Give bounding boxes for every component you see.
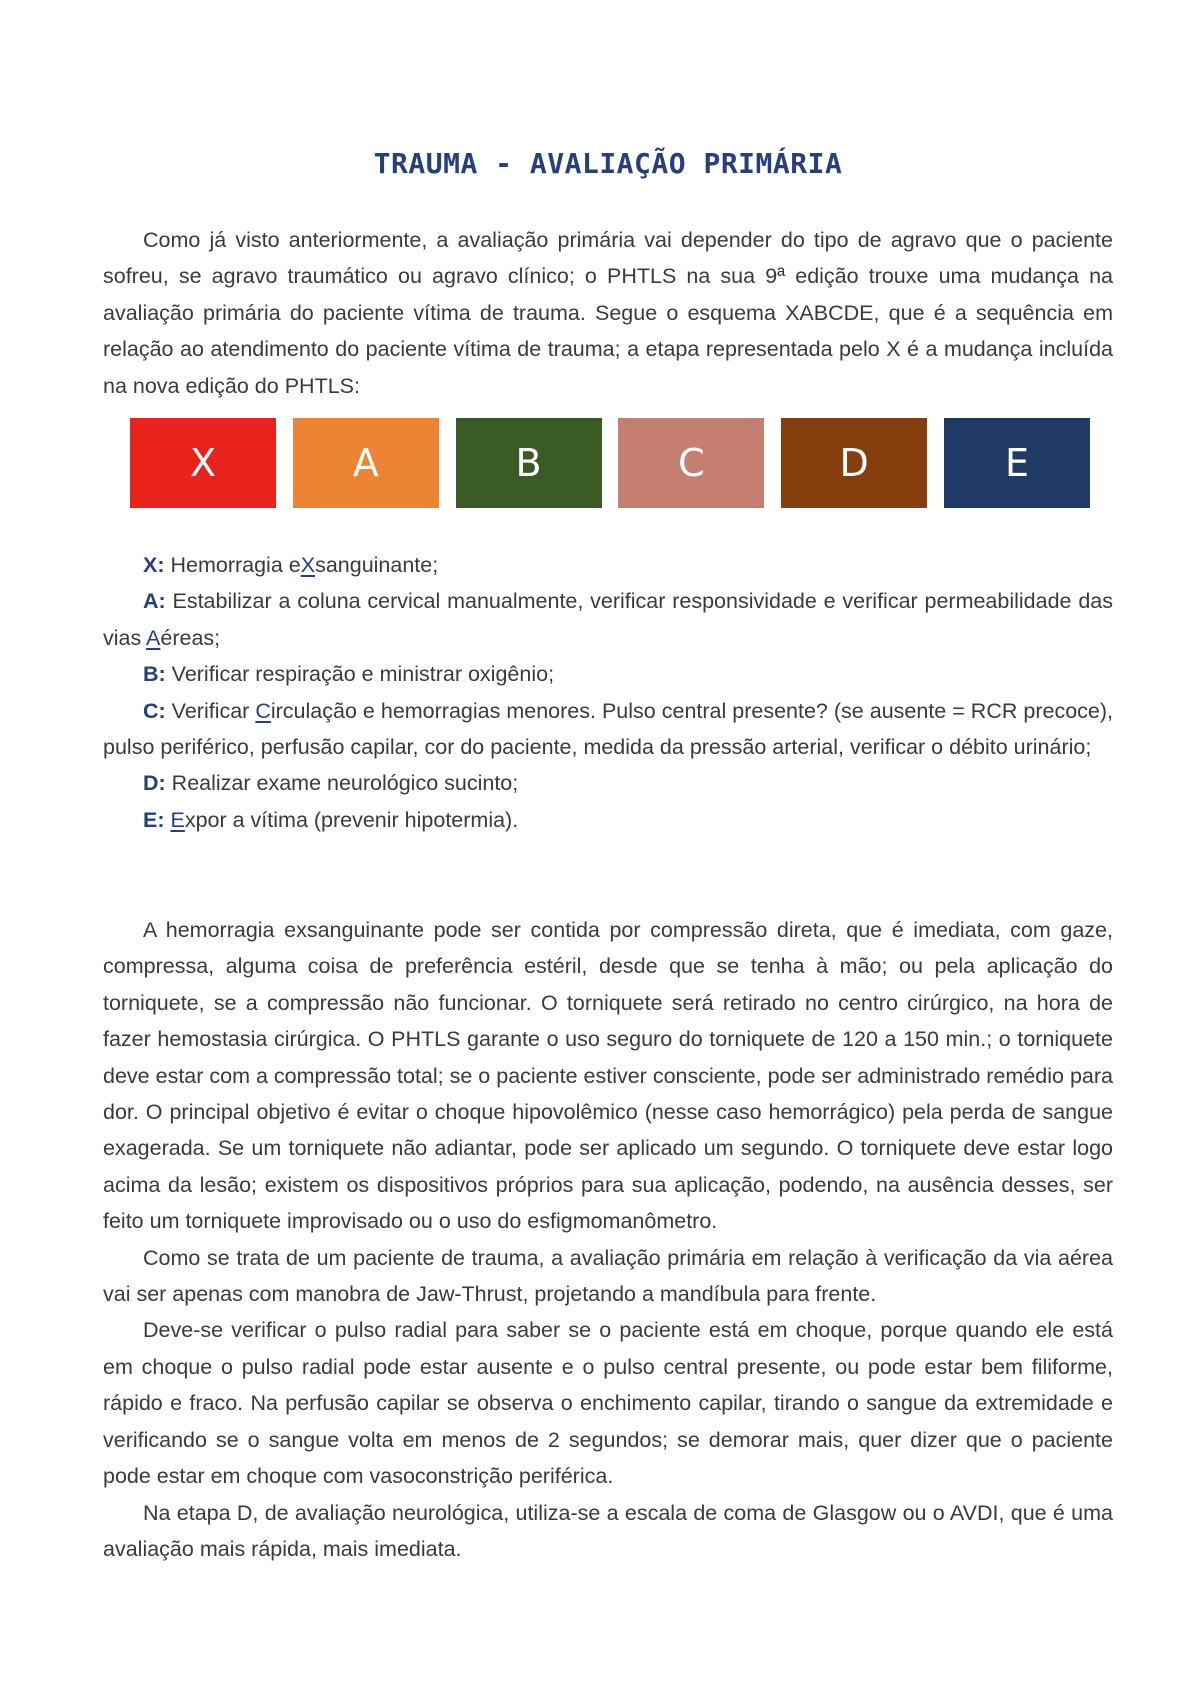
body-text: [103, 912, 1113, 1567]
scheme-box-b: B: [456, 418, 602, 508]
definition-key: C:: [143, 698, 166, 723]
definition-key: E:: [143, 807, 165, 832]
intro-paragraph: Como já visto anteriormente, a avaliação primária vai depender do tipo de agravo que o paciente sofreu, se agravo traumático ou agravo clínico; o PHTLS na sua 9ª edição trouxe uma mudança na avaliação primária do paciente vítima de trauma. Segue o esquema XABCDE, que é a sequência em relação ao atendimento do paciente vítima de trauma; a etapa representada pelo X é a mudança incluída na nova edição do PHTLS:: [103, 228, 1113, 398]
definition-highlight-letter: A: [146, 625, 161, 650]
scheme-box-d: D: [781, 418, 927, 508]
definition-key: B:: [143, 662, 166, 687]
definition-x: [103, 547, 1113, 583]
definition-key: A:: [143, 589, 166, 614]
scheme-box-e: E: [944, 418, 1090, 508]
definition-d: [103, 765, 1113, 801]
definition-text: xpor a vítima (prevenir hipotermia).: [184, 807, 519, 832]
definition-key: D:: [143, 771, 166, 796]
definition-text: Realizar exame neurológico sucinto;: [165, 771, 519, 796]
definition-text: éreas;: [160, 625, 221, 650]
definition-text: irculação e hemorragias menores. Pulso central presente? (se ausente = RCR precoce), pulso periférico, perfusão capilar, cor do paciente, medida da pressão arterial, verificar o débito urinário;: [103, 698, 1113, 760]
definition-text: sanguinante;: [315, 553, 439, 577]
definition-text: Estabilizar a coluna cervical manualmente, verificar responsividade e verificar permeabilidade das vias: [103, 589, 1113, 650]
definition-key: X:: [143, 553, 165, 577]
definition-text: Verificar: [165, 698, 256, 723]
definition-e: [103, 802, 1113, 838]
scheme-box-c: C: [618, 418, 764, 508]
body-paragraph: A hemorragia exsanguinante pode ser contida por compressão direta, que é imediata, com gaze, compressa, alguma coisa de preferência estéril, desde que se tenha à mão; ou pela aplicação do torniquete, se a compressão não funcionar. O torniquete será retirado no centro cirúrgico, na hora de fazer hemostasia cirúrgica. O PHTLS garante o uso seguro do torniquete de 120 a 150 min.; o torniquete deve estar com a compressão total; se o paciente estiver consciente, pode ser administrado remédio para dor. O principal objetivo é evitar o choque hipovolêmico (nesse caso hemorrágico) pela perda de sangue exagerada. Se um torniquete não adiantar, pode ser aplicado um segundo. O torniquete deve estar logo acima da lesão; existem os dispositivos próprios para sua aplicação, podendo, na ausência desses, ser feito um torniquete improvisado ou o uso do esfigmomanômetro.: [103, 918, 1113, 1234]
xabcde-scheme: [130, 418, 1090, 508]
definition-b: [103, 656, 1113, 692]
body-paragraph: Na etapa D, de avaliação neurológica, utiliza-se a escala de coma de Glasgow ou o AVDI, que é uma avaliação mais rápida, mais imediata.: [103, 1500, 1113, 1561]
scheme-box-x: X: [130, 418, 276, 508]
definition-c: [103, 693, 1113, 766]
definition-text: Hemorragia e: [164, 553, 301, 577]
body-paragraph: Como se trata de um paciente de trauma, a avaliação primária em relação à verificação da via aérea vai ser apenas com manobra de Jaw-Thrust, projetando a mandíbula para frente.: [103, 1245, 1113, 1307]
definition-highlight-letter: X: [300, 553, 316, 577]
definition-highlight-letter: C: [255, 698, 271, 723]
definition-highlight-letter: E: [170, 807, 185, 832]
page-title: TRAUMA - AVALIAÇÃO PRIMÁRIA: [373, 147, 843, 180]
definition-a: [103, 583, 1113, 656]
scheme-box-a: A: [293, 418, 439, 508]
body-paragraph: Deve-se verificar o pulso radial para saber se o paciente está em choque, porque quando ele está em choque o pulso radial pode estar ausente e o pulso central presente, ou pode estar bem filiforme, rápido e fraco. Na perfusão capilar se observa o enchimento capilar, tirando o sangue da extremidade e verificando se o sangue volta em menos de 2 segundos; se demorar mais, quer dizer que o paciente pode estar em choque com vasoconstrição periférica.: [103, 1318, 1113, 1489]
definition-text: Verificar respiração e ministrar oxigênio;: [165, 662, 555, 687]
definition-list: [103, 547, 1113, 838]
